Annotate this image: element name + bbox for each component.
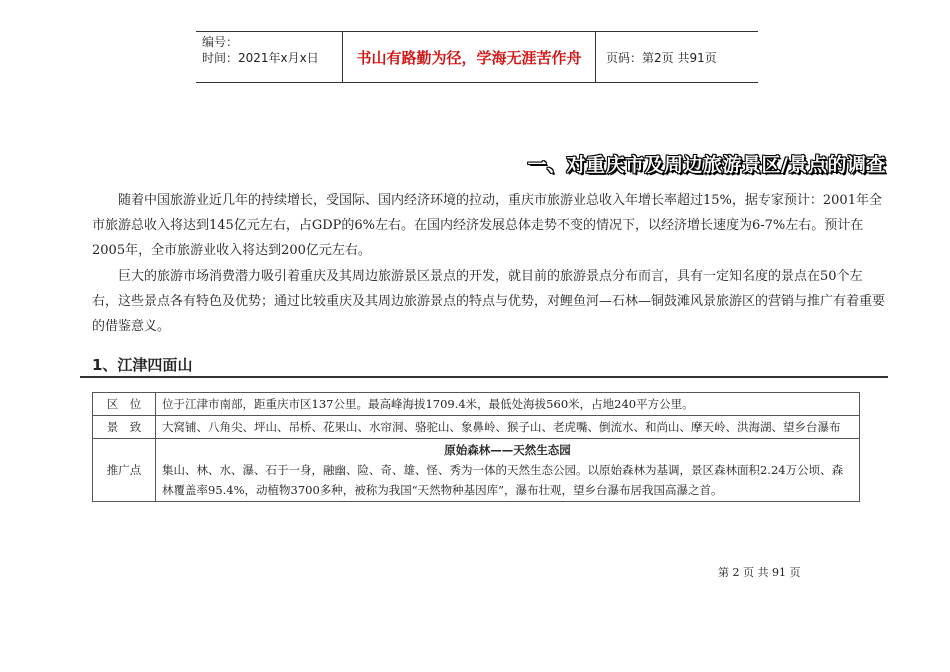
header-motto: 书山有路勤为径，学海无涯苦作舟 [342, 32, 596, 82]
subheading: 1、江津四面山 [92, 356, 193, 374]
row-label: 景 致 [93, 416, 156, 439]
header-meta [202, 34, 319, 66]
row-content-cell [156, 439, 860, 502]
table-row [93, 393, 860, 416]
row-content: 大窝铺、八角尖、坪山、吊桥、花果山、水帘洞、骆驼山、象鼻岭、猴子山、老虎嘴、倒流水、和尚山、摩天岭、洪海湖、望乡台瀑布 [156, 416, 860, 439]
document-time-label: 时间：2021年x月x日 [202, 51, 319, 65]
paragraph-2 [92, 264, 887, 339]
paragraph-2-text: 巨大的旅游市场消费潜力吸引着重庆及其周边旅游景区景点的开发，就目前的旅游景点分布而言，具有一定知名度的景点在50个左右，这些景点各有特色及优势；通过比较重庆及其周边旅游景点的特点与优势，对鲤鱼河—石林—铜鼓滩风景旅游区的营销与推广有着重要的借鉴意义。 [92, 269, 886, 334]
subheading-underline [80, 376, 888, 378]
row-content: 集山、林、水、瀑、石于一身，融幽、险、奇、雄、怪、秀为一体的天然生态公园。以原始森林为基调，景区森林面积2.24万公顷、森林覆盖率95.4%，动植物3700多种，被称为我国“天然物种基因库”，瀑布壮观，望乡台瀑布居我国高瀑之首。 [162, 463, 844, 497]
paragraph-1-text: 随着中国旅游业近几年的持续增长，受国际、国内经济环境的拉动，重庆市旅游业总收入年增长率超过15%，据专家预计：2001年全市旅游总收入将达到145亿元左右，占GDP的6%左右。在国内经济发展总体走势不变的情况下，以经济增长速度为6-7%左右。预计在2005年，全市旅游业收入将达到200亿元左右。 [92, 193, 882, 258]
page-footer: 第 2 页 共 91 页 [718, 566, 801, 579]
document-number-label: 编号： [202, 35, 239, 49]
promotion-title: 原始森林——天然生态园 [444, 443, 571, 457]
row-label: 推广点 [93, 439, 156, 502]
header-page-info: 页码：第2页 共91页 [606, 50, 717, 65]
row-label: 区 位 [93, 393, 156, 416]
scenic-info-table [92, 392, 860, 502]
page-header [196, 31, 758, 83]
row-content: 位于江津市南部，距重庆市区137公里。最高峰海拔1709.4米，最低处海拔560米，占地240平方公里。 [156, 393, 860, 416]
section-title: 一、对重庆市及周边旅游景区/景点的调查 [527, 154, 886, 176]
table-row [93, 439, 860, 502]
paragraph-1 [92, 188, 887, 263]
table-row [93, 416, 860, 439]
